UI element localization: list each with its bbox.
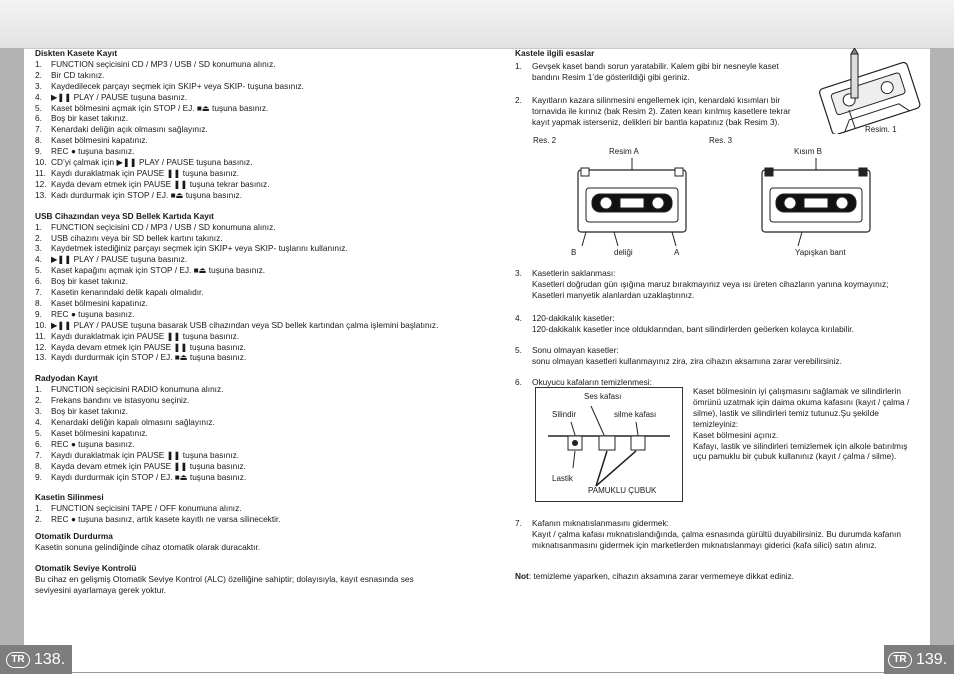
step-item [35, 135, 445, 146]
section-title: Diskten Kasete Kayıt [35, 48, 118, 58]
label-resim-a: Resim A [609, 147, 639, 156]
instruction-sections [35, 48, 445, 525]
step-text: Kaydedilecek parçayı seçmek için SKIP+ veya SKIP- tuşuna basınız. [51, 80, 304, 91]
step-number: 7. [35, 449, 42, 460]
step-number: 6. [35, 113, 42, 124]
paragraph-6-title-row: 6. Okuyucu kafaların temizlenmesi: [515, 377, 652, 387]
step-number: 2. [35, 232, 42, 243]
step-item [35, 276, 445, 287]
step-text: Kadı durdurmak için STOP / EJ. ■⏏ tuşuna basınız. [51, 189, 243, 200]
step-text: Kaydı duraklatmak için PAUSE ❚❚ tuşuna basınız. [51, 330, 240, 341]
step-text: USB cihazını veya bir SD bellek kartını takınız. [51, 232, 223, 243]
left-margin-strip [0, 48, 24, 648]
paragraph-3-title: Kasetlerin saklanması: [532, 268, 616, 278]
note [515, 571, 915, 582]
step-text: FUNCTION seçicisini RADIO konumuna alınız. [51, 384, 224, 395]
step-text: FUNCTION seçicisini TAPE / OFF konumuna alınız. [51, 503, 242, 514]
label-deligi: deliği [614, 248, 633, 257]
step-text: Kaydetmek istediğiniz parçayı seçmek için SKIP+ veya SKIP- tuşlarını kullanınız. [51, 243, 348, 254]
paragraph-6-title: Okuyucu kafaların temizlenmesi: [532, 377, 652, 387]
paragraph-5-title: Sonu olmayan kasetler: [532, 345, 619, 355]
step-item [35, 461, 445, 472]
label-yapiskan-bant: Yapışkan bant [795, 248, 846, 257]
paragraph-3-text: Kasetleri doğrudan gün ışığına maruz bırakmayınız veya ısı üreten cihazların yanına koymayınız; Kasetleri manyetik alanlardan uzaklaştırınız. [532, 278, 889, 300]
label-pamuklu-cubuk: PAMUKLU ÇUBUK [588, 486, 657, 495]
figure-resim-1 [815, 48, 927, 134]
step-text: REC ● tuşuna basınız. [51, 146, 135, 157]
step-number: 1. [35, 503, 42, 514]
step-text: Boş bir kaset takınız. [51, 406, 129, 417]
alc-text: Bu cihaz en gelişmiş Otomatik Seviye Kontrol (ALC) özelliğine sahiptir; dolayısıyla, kayıt esnasında ses seviyesini ayarlamaya gerek yoktur. [35, 573, 414, 595]
right-margin-strip [930, 48, 954, 648]
step-text: Boş bir kaset takınız. [51, 276, 129, 287]
left-column [35, 48, 445, 596]
step-number: 1. [35, 58, 42, 69]
step-text: Kasetin kenarındaki delik kapalı olmalıdır. [51, 287, 204, 298]
paragraph-7-title: Kafanın mıknatıslanmasını gidermek: [532, 518, 669, 528]
step-text: REC ● tuşuna basınız, artık kasete kayıtlı ne varsa silinecektir. [51, 514, 281, 525]
step-item [35, 309, 445, 320]
label-lastik: Lastik [552, 474, 573, 483]
step-item [35, 472, 445, 483]
step-item [35, 406, 445, 417]
step-text: Kaydı duraklatmak için PAUSE ❚❚ tuşuna basınız. [51, 167, 240, 178]
step-number: 12. [35, 178, 47, 189]
paragraph-6-step-open: Kaset bölmesini açınız. [693, 429, 779, 440]
step-text: FUNCTION seçicisini CD / MP3 / USB / SD konumuna alınız. [51, 58, 276, 69]
step-number: 2. [35, 514, 42, 525]
auto-stop-text: Kasetin sonuna gelindiğinde cihaz otomatik olarak duracaktır. [35, 542, 261, 553]
step-item [35, 450, 445, 461]
step-text: Boş bir kaset takınız. [51, 113, 129, 124]
step-text: Kenardaki deliğin açık olmasını sağlayınız. [51, 124, 208, 135]
section-steps [35, 59, 445, 201]
step-number: 8. [35, 460, 42, 471]
figure-head-cleaning [535, 387, 683, 502]
paragraph-7: 7. Kafanın mıknatıslanmasını gidermek: Kayıt / çalma kafası mıknatıslandığında, çalma esnasında gürültü duyabilirsiniz. Bu durumda kafanın mıknatısanmasını gidermek için marketlerden mıknatıslanmayı giderici (kafa silici) satın alınız. [515, 518, 901, 550]
step-text: Kayda devam etmek için PAUSE ❚❚ tuşuna basınız. [51, 460, 246, 471]
step-item [35, 168, 445, 179]
step-number: 7. [35, 124, 42, 135]
section-steps [35, 384, 445, 482]
step-item [35, 503, 445, 514]
step-number: 4. [35, 91, 42, 102]
step-item [35, 157, 445, 168]
step-number: 1. [35, 221, 42, 232]
section-steps [35, 222, 445, 364]
paragraph-3: 3. Kasetlerin saklanması: Kasetleri doğrudan gün ışığına maruz bırakmayınız veya ısı üreten cihazların yanına koymayınız; Kasetleri manyetik alanlardan uzaklaştırınız. [515, 268, 889, 300]
step-number: 11. [35, 330, 46, 341]
step-item [35, 243, 445, 254]
step-item [35, 190, 445, 201]
section-title: Kasetin Silinmesi [35, 492, 104, 503]
paragraph-2: 2. Kayıtların kazara silinmesini engellemek için, kenardaki kısımları bir tornavida ile kırınız (bak Resim 2). Zaten kearı kırılmış kasetlere tekrar kayıt yapmak isterseniz, delikleri bir bantla kapatınız (bak Resim 3). [515, 95, 805, 128]
section-title: Radyodan Kayıt [35, 373, 98, 384]
step-number: 9. [35, 146, 42, 157]
step-item [35, 92, 445, 103]
section-title: USB Cihazından veya SD Bellek Kartıda Kayıt [35, 210, 214, 221]
step-text: Kayda devam etmek için PAUSE ❚❚ tuşuna basınız. [51, 341, 246, 352]
step-number: 9. [35, 471, 42, 482]
step-text: REC ● tuşuna basınız. [51, 438, 135, 449]
step-item [35, 233, 445, 244]
step-item [35, 59, 445, 70]
step-item [35, 331, 445, 342]
step-item [35, 254, 445, 265]
page-number-right: 139. [916, 650, 948, 668]
paragraph-6-text: Kaset bölmesinin iyi çalışmasını sağlamak ve silindirlerin ömrünü uzatmak için daima okuma kafasını (kayıt / çalma / silme), lastik ve silindirleri temiz tutunuz.Şu şekilde temizleyiniz: [693, 386, 910, 429]
label-silindir: Silindir [552, 410, 577, 419]
step-number: 3. [35, 243, 42, 254]
step-text: Kenardaki deliğin kapalı olmasını sağlayınız. [51, 417, 215, 427]
paragraph-1: 1. Gevşek kaset bandı sorun yaratabilir. Kalem gibi bir nesneyle kaset bandını Resim 1’de gösterildiği gibi geriniz. [515, 61, 795, 83]
paragraph-1-text: Gevşek kaset bandı sorun yaratabilir. Kalem gibi bir nesneyle kaset bandını Resim 1’de gösterildiği gibi geriniz. [532, 60, 779, 82]
step-text: Frekans bandını ve istasyonu seçiniz. [51, 395, 190, 406]
step-item [35, 298, 445, 309]
paragraph-2-text: Kayıtların kazara silinmesini engellemek için, kenardaki kısımları bir tornavida ile kırınız (bak Resim 2). Zaten kearı kırılmış kasetlere tekrar kayıt yapmak isterseniz, delikleri bir bantla kapatınız (bak Resim 3). [532, 94, 791, 127]
figure-cassette-b [760, 158, 872, 250]
label-kisim-b: Kısım B [794, 147, 823, 156]
paragraph-4-title: 120-dakikalık kasetler: [532, 313, 615, 323]
figure-cassette-a [576, 158, 688, 250]
head-cleaning-drawing [536, 388, 682, 501]
step-number: 8. [35, 297, 42, 308]
footer-rule [70, 672, 884, 673]
step-item [35, 428, 445, 439]
step-item [35, 265, 445, 276]
label-ses-kafasi: Ses kafası [584, 392, 622, 401]
section-steps [35, 503, 445, 525]
header-bar [0, 0, 954, 49]
step-text: Kaset kapağını açmak için STOP / EJ. ■⏏ tuşuna basınız. [51, 265, 266, 276]
label-a: A [674, 248, 680, 257]
label-resim-1: Resim. 1 [865, 125, 897, 134]
step-item [35, 70, 445, 81]
step-number: 13. [35, 352, 47, 363]
step-number: 6. [35, 276, 42, 287]
step-item [35, 514, 445, 525]
step-item [35, 222, 445, 233]
step-item [35, 81, 445, 92]
step-item [35, 384, 445, 395]
step-number: 10. [35, 157, 47, 168]
step-item [35, 352, 445, 363]
step-text: Kaset bölmesini açmak için STOP / EJ. ■⏏ tuşuna basınız. [51, 102, 269, 113]
step-number: 11. [35, 167, 46, 178]
step-text: ▶❚❚ PLAY / PAUSE tuşuna basınız. [51, 91, 188, 102]
step-text: REC ● tuşuna basınız. [51, 308, 135, 319]
step-item [35, 113, 445, 124]
step-text: Kayda devam etmek için PAUSE ❚❚ tuşuna tekrar basınız. [51, 178, 270, 189]
step-number: 9. [35, 308, 42, 319]
paragraph-6 [693, 386, 918, 462]
step-number: 3. [35, 406, 42, 417]
step-item [35, 124, 445, 135]
step-text: Kaydı durdurmak için STOP / EJ. ■⏏ tuşuna basınız. [51, 471, 247, 482]
paragraph-4: 4. 120-dakikalık kasetler: 120-dakikalık kasetler ince olduklarından, bant silindirlerden geöerken kolayca kırılabilir. [515, 313, 854, 334]
step-item [35, 146, 445, 157]
note-label: Not [515, 571, 529, 581]
label-res-3: Res. 3 [709, 136, 733, 145]
step-text: Kaset bölmesini kapatınız. [51, 135, 148, 146]
label-b: B [571, 248, 577, 257]
step-number: 8. [35, 135, 42, 146]
step-text: Kaydı durdurmak için STOP / EJ. ■⏏ tuşuna basınız. [51, 352, 247, 363]
step-text: Kaset bölmesini kapatınız. [51, 427, 148, 438]
step-item [35, 342, 445, 353]
cassette-title: Kastele ilgili esaslar [515, 48, 595, 58]
step-number: 5. [35, 265, 42, 276]
step-number: 4. [35, 417, 42, 427]
step-number: 10. [35, 319, 47, 330]
paragraph-6-step-clean: Kafayı, lastik ve silindirleri temizlemek için alkole batırılmış uçu pamuklu bir çubuk kullanınız (kayıt / çalma / silme). [693, 440, 908, 462]
note-text: : temizleme yaparken, cihazın aksamına zarar vermemeye dikkat ediniz. [528, 571, 794, 581]
language-badge: TR [888, 652, 912, 668]
label-res-2: Res. 2 [533, 136, 557, 145]
step-item [35, 287, 445, 298]
step-number: 12. [35, 341, 47, 352]
step-item [35, 179, 445, 190]
step-number: 1. [35, 384, 42, 395]
step-text: FUNCTION seçicisini CD / MP3 / USB / SD konumuna alınız. [51, 221, 276, 232]
paragraph-7-text: Kayıt / çalma kafası mıknatıslandığında, çalma esnasında gürültü duyabilirsiniz. Bu durumda kafanın mıknatısanmasını gidermek için marketlerden mıknatıslanmayı giderici (kafa silici) satın alınız. [532, 528, 901, 550]
paragraph-5-text: sonu olmayan kasetleri kullanmayınız zira, zira cihazın aksamına zarar verebilirsiniz. [532, 355, 842, 366]
step-item [35, 439, 445, 450]
step-item [35, 320, 445, 331]
step-item [35, 417, 445, 428]
step-text: Bir CD takınız. [51, 69, 105, 80]
page-number-left: 138. [34, 650, 66, 668]
alc-title: Otomatik Seviye Kontrolü [35, 562, 137, 573]
step-item [35, 395, 445, 406]
step-item [35, 103, 445, 114]
step-number: 4. [35, 254, 42, 265]
step-text: Kaset bölmesini kapatınız. [51, 297, 148, 308]
step-number: 6. [35, 438, 42, 449]
auto-stop-title: Otomatik Durdurma [35, 531, 113, 542]
step-number: 5. [35, 427, 42, 438]
footer-right [884, 645, 954, 674]
step-number: 2. [35, 395, 42, 406]
step-number: 5. [35, 102, 42, 113]
step-text: CD’yi çalmak için ▶❚❚ PLAY / PAUSE tuşuna basınız. [51, 157, 253, 168]
step-text: ▶❚❚ PLAY / PAUSE tuşuna basınız. [51, 254, 188, 265]
step-number: 7. [35, 287, 42, 298]
step-text: ▶❚❚ PLAY / PAUSE tuşuna basarak USB cihazından veya SD bellek kartından çalma işlemini başlatınız. [51, 319, 439, 330]
step-number: 2. [35, 69, 42, 80]
label-silme-kafasi: silme kafası [614, 410, 657, 419]
step-number: 3. [35, 80, 42, 91]
paragraph-5: 5. Sonu olmayan kasetler: sonu olmayan kasetleri kullanmayınız zira, zira cihazın aksamına zarar verebilirsiniz. [515, 345, 842, 366]
footer-left [0, 645, 72, 674]
paragraph-4-text: 120-dakikalık kasetler ince olduklarından, bant silindirlerden geöerken kolayca kırılabilir. [532, 323, 854, 334]
step-text: Kaydı duraklatmak için PAUSE ❚❚ tuşuna basınız. [51, 449, 240, 460]
step-number: 13. [35, 189, 47, 200]
language-badge: TR [6, 652, 30, 668]
